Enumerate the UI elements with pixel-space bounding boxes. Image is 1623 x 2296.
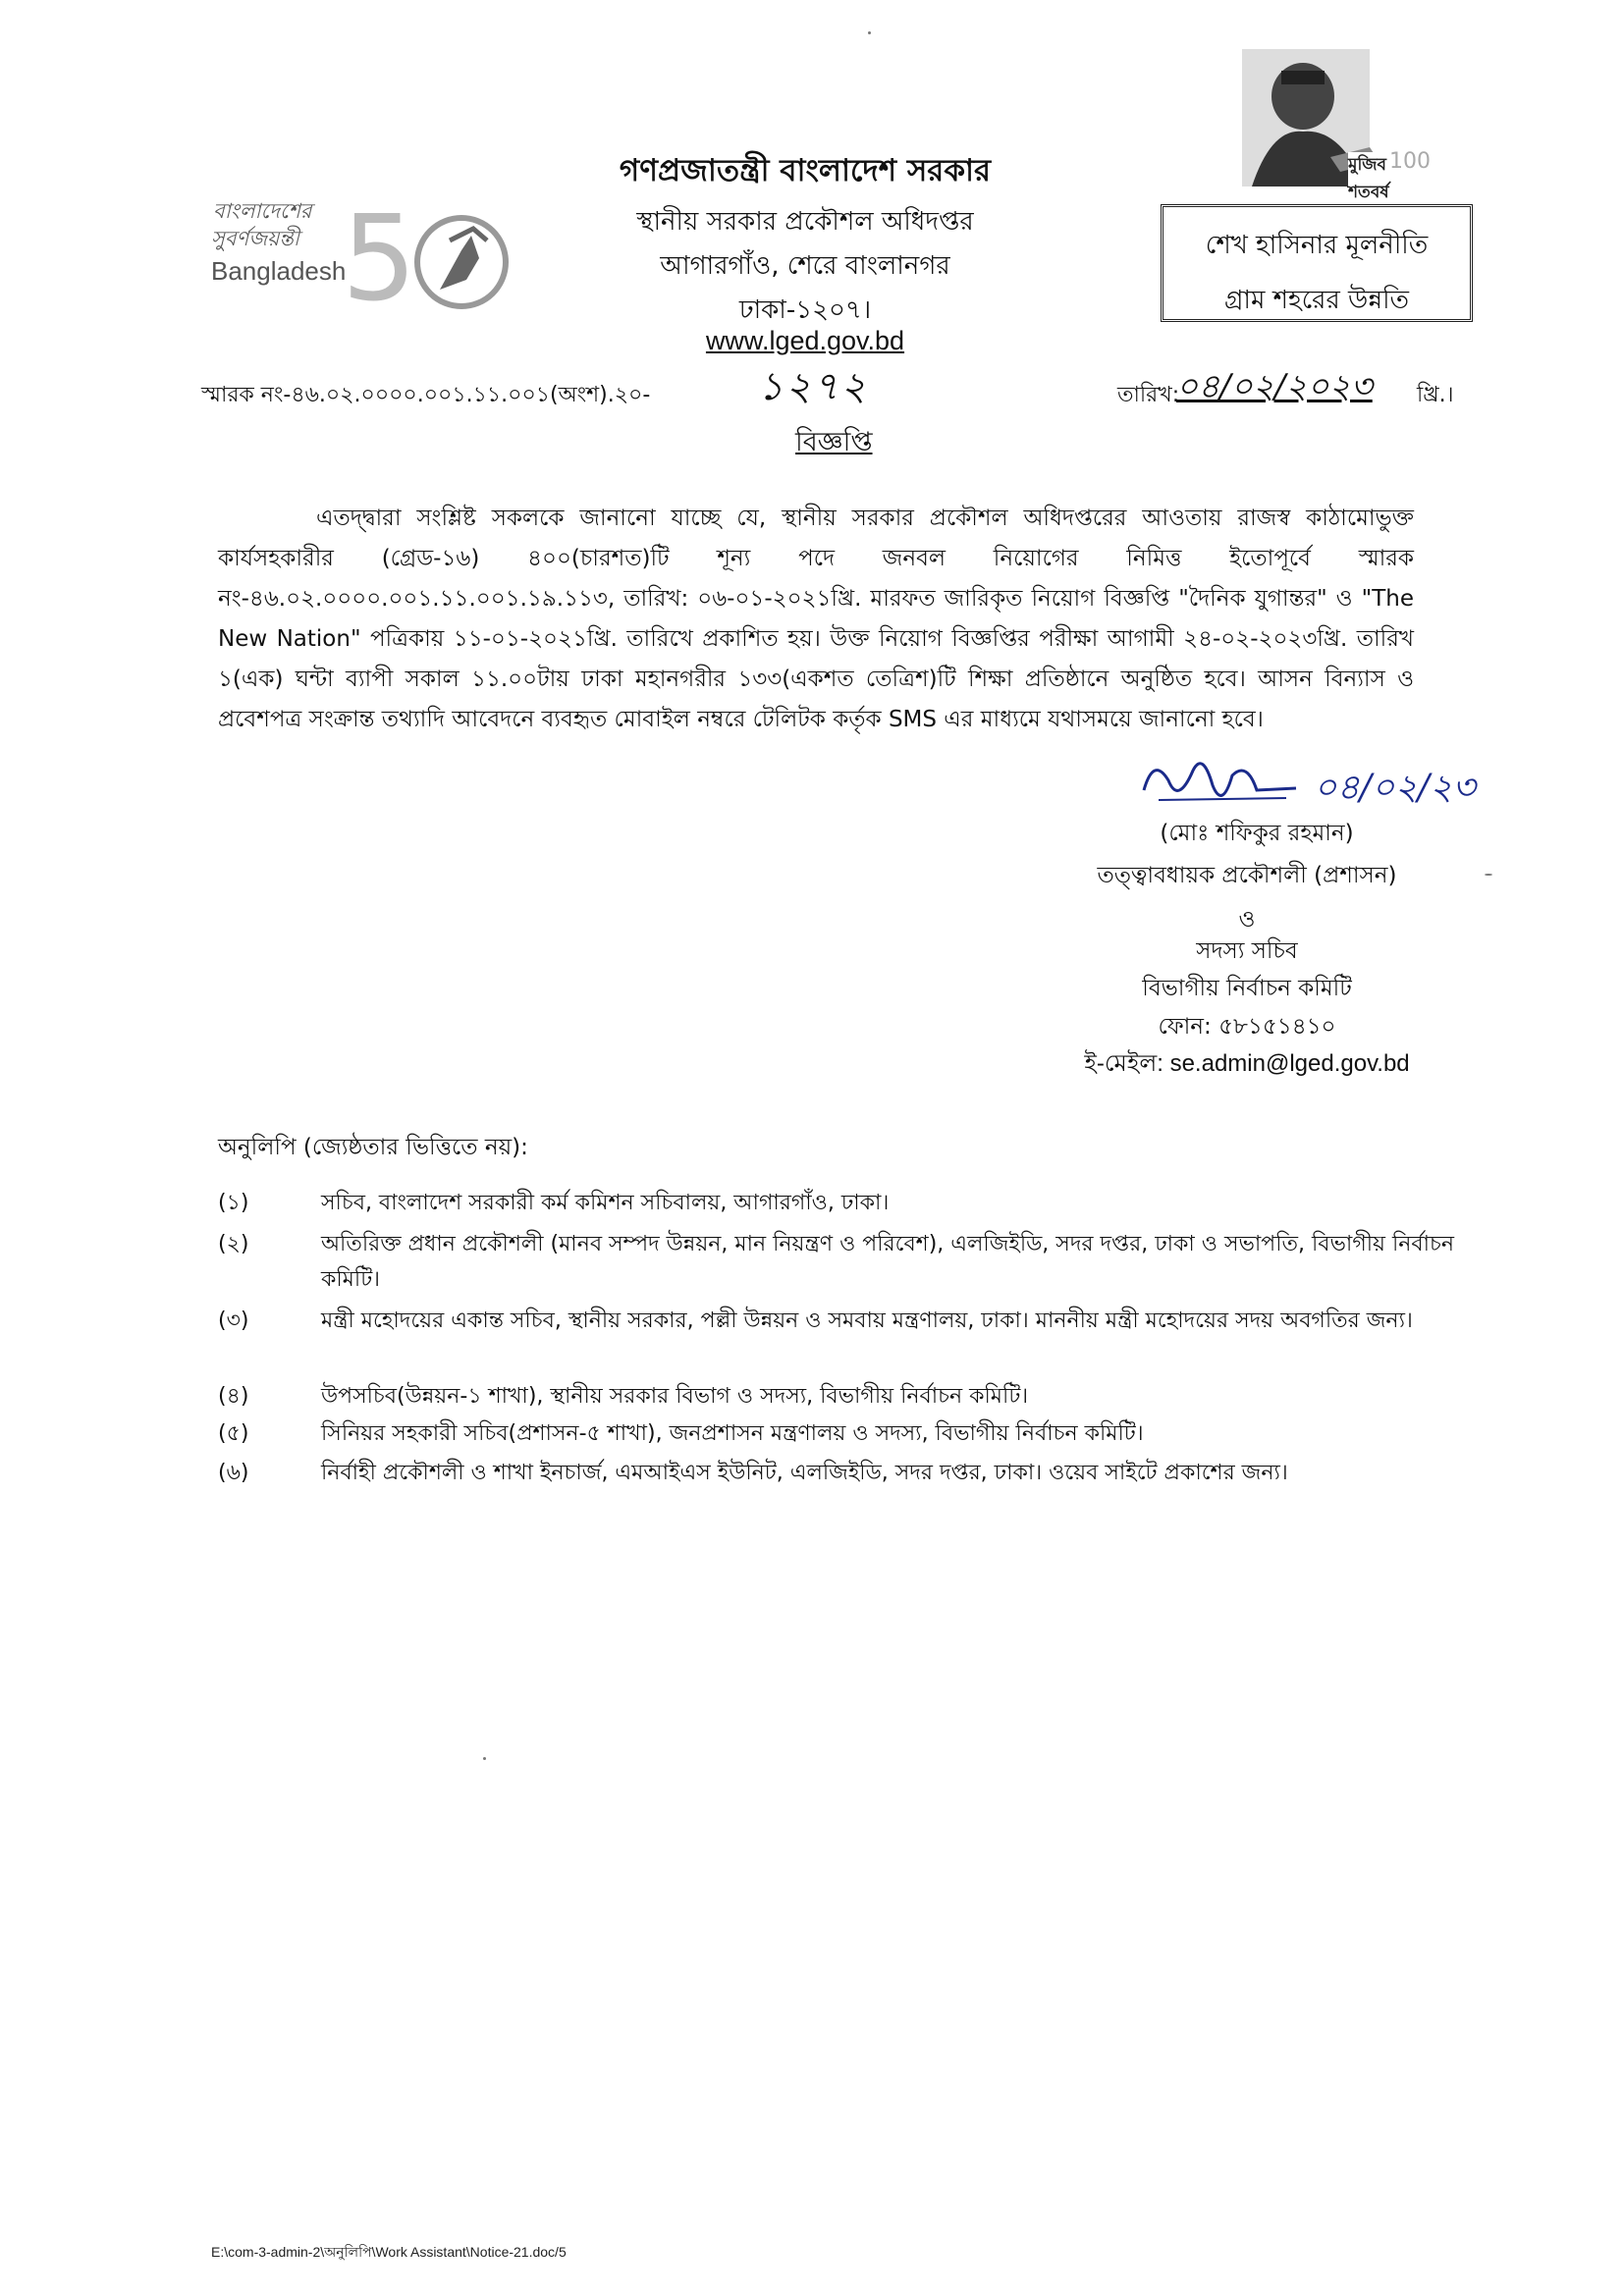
slogan-line-1: শেখ হাসিনার মূলনীতি <box>1205 231 1429 260</box>
copies-heading: অনুলিপি (জ্যেষ্ঠতার ভিত্তিতে নয়): <box>218 1135 528 1160</box>
logo-line-1: বাংলাদেশের <box>213 199 312 223</box>
notice-title: বিজ্ঞপ্তি <box>795 427 873 457</box>
government-title: গণপ্রজাতন্ত্রী বাংলাদেশ সরকার <box>619 153 992 188</box>
copy-item-text: অতিরিক্ত প্রধান প্রকৌশলী (মানব সম্পদ উন্নয়ন, মান নিয়ন্ত্রণ ও পরিবেশ), এলজিইডি, সদর দপ্তর, ঢাকা ও সভাপতি, বিভাগীয় নির্বাচন কমিটি। <box>321 1232 1455 1292</box>
website-link[interactable] <box>550 326 1060 356</box>
copy-item-number: (১) <box>218 1191 249 1215</box>
copy-item-number: (৫) <box>218 1421 249 1446</box>
signatory-and: ও <box>1238 907 1256 933</box>
slogan-line-2: গ্রাম শহরের উন্নতি <box>1223 286 1410 315</box>
signatory-phone: ফোন: ৫৮১৫১৪১০ <box>1158 1014 1336 1040</box>
department-name: স্থানীয় সরকার প্রকৌশল অধিদপ্তর <box>636 207 974 237</box>
website-text[interactable]: www.lged.gov.bd <box>705 326 905 355</box>
date-handwritten: ০৪/০২/২০২৩ <box>1176 367 1373 406</box>
signatory-name: (মোঃ শফিকুর রহমান) <box>1160 821 1354 846</box>
notice-body: এতদ্দ্বারা সংশ্লিষ্ট সকলকে জানানো যাচ্ছে যে, স্থানীয় সরকার প্রকৌশল অধিদপ্তরের আওতায় রাজস্ব কাঠামোভুক্ত কার্যসহকারীর (গ্রেড-১৬) ৪০০(চারশত)টি শূন্য পদে জনবল নিয়োগের নিমিত্ত ইতোপূর্বে স্মারক নং-৪৬.০২.০০০০.০০১.১১.০০১.১৯.১১৩, তারিখ: ০৬-০১-২০২১খ্রি. মারফত জারিকৃত নিয়োগ বিজ্ঞপ্তি "দৈনিক যুগান্তর" ও "The New Nation" পত্রিকায় ১১-০১-২০২১খ্রি. তারিখে প্রকাশিত হয়। উক্ত নিয়োগ বিজ্ঞপ্তির পরীক্ষা আগামী ২৪-০২-২০২৩খ্রি. তারিখ ১(এক) ঘন্টা ব্যাপী সকাল ১১.০০টায় ঢাকা মহানগরীর ১৩৩(একশত তেত্রিশ)টি শিক্ষা প্রতিষ্ঠানে অনুষ্ঠিত হবে। আসন বিন্যাস ও প্রবেশপত্র সংক্রান্ত তথ্যাদি আবেদনে ব্যবহৃত মোবাইল নম্বরে টেলিটক কর্তৃক SMS এর মাধ্যমে যথাসময়ে জানানো হবে। <box>218 506 1414 732</box>
copy-item-number: (৩) <box>218 1308 249 1333</box>
slogan-box <box>1161 204 1473 322</box>
signature-date: ০৪/০২/২৩ <box>1314 768 1476 808</box>
scan-speck <box>1485 874 1492 876</box>
copy-item-number: (৬) <box>218 1461 249 1485</box>
copy-item-number: (৪) <box>218 1384 249 1409</box>
date-label: তারিখ: <box>1117 383 1180 407</box>
copy-item-text: উপসচিব(উন্নয়ন-১ শাখা), স্থানীয় সরকার বিভাগ ও সদস্য, বিভাগীয় নির্বাচন কমিটি। <box>321 1384 1029 1409</box>
copy-item-text: সিনিয়র সহকারী সচিব(প্রশাসন-৫ শাখা), জনপ্রশাসন মন্ত্রণালয় ও সদস্য, বিভাগীয় নির্বাচন কমিটি। <box>321 1421 1144 1446</box>
mujib-text: মুজিব শতবর্ষ <box>1348 152 1424 207</box>
signatory-committee: বিভাগীয় নির্বাচন কমিটি <box>1142 976 1352 1001</box>
scan-speck <box>868 31 871 34</box>
memo-handwritten-number: ১২৭২ <box>758 364 868 409</box>
copy-item-text: মন্ত্রী মহোদয়ের একান্ত সচিব, স্থানীয় সরকার, পল্লী উন্নয়ন ও সমবায় মন্ত্রণালয়, ঢাকা। মাননীয় মন্ত্রী মহোদয়ের সদয় অবগতির জন্য। <box>321 1308 1413 1333</box>
copy-item-text: নির্বাহী প্রকৌশলী ও শাখা ইনচার্জ, এমআইএস ইউনিট, এলজিইডি, সদর দপ্তর, ঢাকা। ওয়েব সাইটে প্রকাশের জন্য। <box>321 1461 1288 1485</box>
date-suffix: খ্রি.। <box>1417 383 1454 407</box>
logo-line-3: Bangladesh <box>211 256 347 286</box>
mujib-number: 100 <box>1389 149 1431 174</box>
copy-item-text: সচিব, বাংলাদেশ সরকারী কর্ম কমিশন সচিবালয়, আগারগাঁও, ঢাকা। <box>321 1191 890 1215</box>
signatory-title: তত্ত্বাবধায়ক প্রকৌশলী (প্রশাসন) <box>1097 863 1397 888</box>
copy-item-number: (২) <box>218 1232 249 1256</box>
file-path-footer: E:\com-3-admin-2\অনুলিপি\Work Assistant\Notice-21.doc/5 <box>211 2244 567 2260</box>
logo-line-2: সুবর্ণজয়ন্তী <box>211 227 299 250</box>
svg-text:5: 5 <box>342 191 417 328</box>
city-line: ঢাকা-১২০৭। <box>738 295 872 325</box>
mujib-centenary-logo <box>1222 49 1431 202</box>
scan-speck <box>483 1757 486 1760</box>
address-line: আগারগাঁও, শেরে বাংলানগর <box>660 251 950 281</box>
memo-number-label: স্মারক নং-৪৬.০২.০০০০.০০১.১১.০০১(অংশ).২০- <box>201 383 651 407</box>
fifty-emblem-icon <box>324 182 520 329</box>
signatory-email[interactable]: ই-মেইল: se.admin@lged.gov.bd <box>1084 1050 1410 1077</box>
suborno-joyonti-logo <box>201 182 525 329</box>
signatory-role: সদস্য সচিব <box>1196 938 1298 964</box>
